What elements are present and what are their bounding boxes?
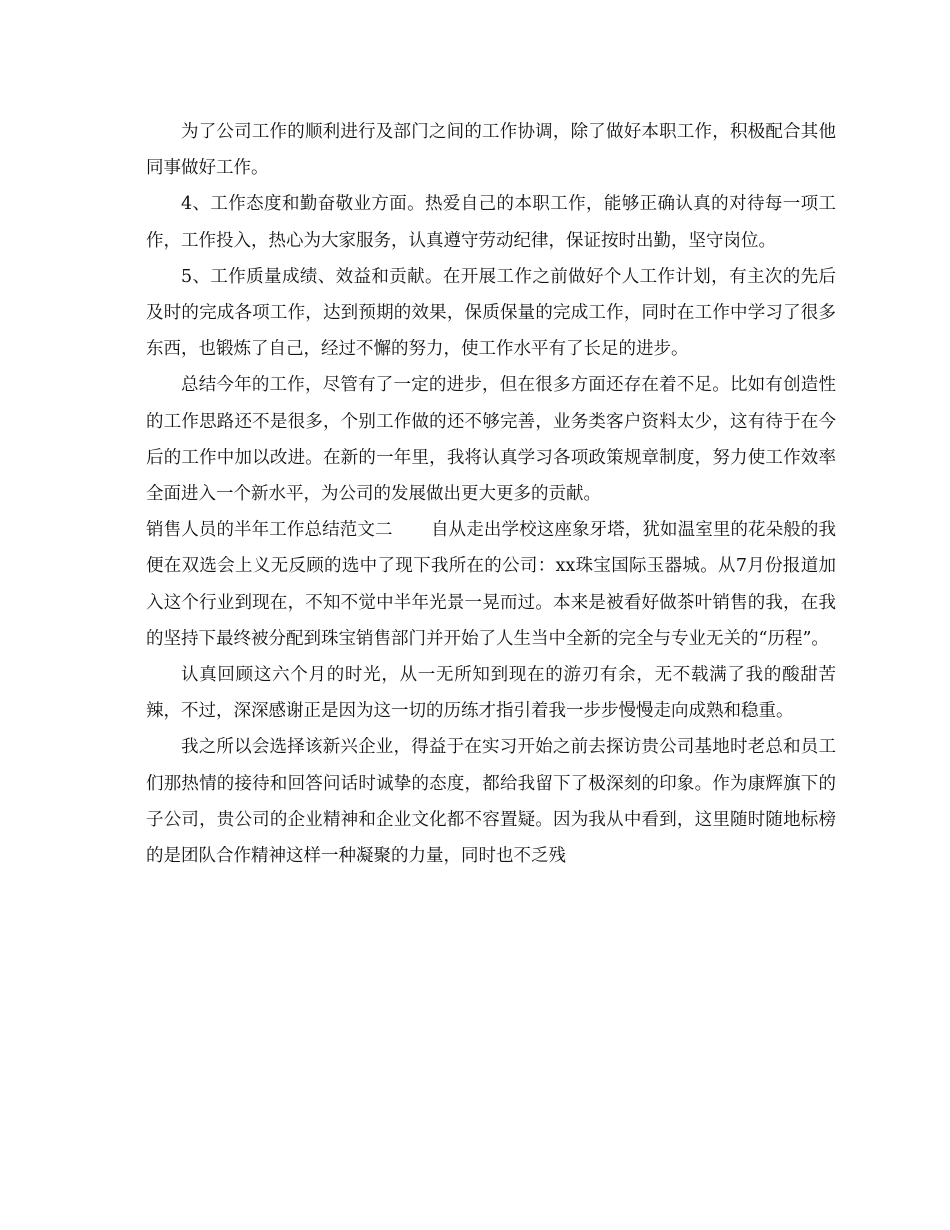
section-intro-text: 自从走出学校这座象牙塔，犹如温室里的花朵般的我便在双选会上义无反顾的选中了现下我所在的公司：xx珠宝国际玉器城。从7月份报道加入这个行业到现在，不知不觉中半年光景一晃而过。本来是被看好做茶叶销售的我，在我的坚持下最终被分配到珠宝销售部门并开始了人生当中全新的完全与专业无关的“历程”。 (146, 520, 837, 649)
paragraph-cooperation: 为了公司工作的顺利进行及部门之间的工作协调，除了做好本职工作，积极配合其他同事做好工作。 (146, 122, 836, 179)
paragraph-work-quality: 5、工作质量成绩、效益和贡献。在开展工作之前做好个人工作计划，有主次的先后及时的完成各项工作，达到预期的效果，保质保量的完成工作，同时在工作中学习了很多东西，也锻炼了自己，经过不懈的努力，使工作水平有了长足的进步。 (146, 266, 836, 360)
paragraph-work-attitude: 4、工作态度和勤奋敬业方面。热爱自己的本职工作，能够正确认真的对待每一项工作，工作投入，热心为大家服务，认真遵守劳动纪律，保证按时出勤，坚守岗位。 (146, 194, 836, 251)
paragraph-company-choice: 我之所以会选择该新兴企业，得益于在实习开始之前去探访贵公司基地时老总和员工们那热情的接待和回答问话时诚挚的态度，都给我留下了极深刻的印象。作为康辉旗下的子公司，贵公司的企业精神和企业文化都不容置疑。因为我从中看到，这里随时随地标榜的是团队合作精神这样一种凝聚的力量，同时也不乏残 (146, 737, 836, 867)
section-heading: 销售人员的半年工作总结范文二 (146, 520, 393, 541)
section-two (146, 512, 836, 657)
paragraph-review: 认真回顾这六个月的时光，从一无所知到现在的游刃有余，无不载满了我的酸甜苦辣，不过，深深感谢正是因为这一切的历练才指引着我一步步慢慢走向成熟和稳重。 (146, 665, 836, 722)
paragraph-year-summary: 总结今年的工作，尽管有了一定的进步，但在很多方面还存在着不足。比如有创造性的工作思路还不是很多，个别工作做的还不够完善，业务类客户资料太少，这有待于在今后的工作中加以改进。在新的一年里，我将认真学习各项政策规章制度，努力使工作效率全面进入一个新水平，为公司的发展做出更大更多的贡献。 (146, 375, 836, 505)
document-body (146, 114, 836, 874)
